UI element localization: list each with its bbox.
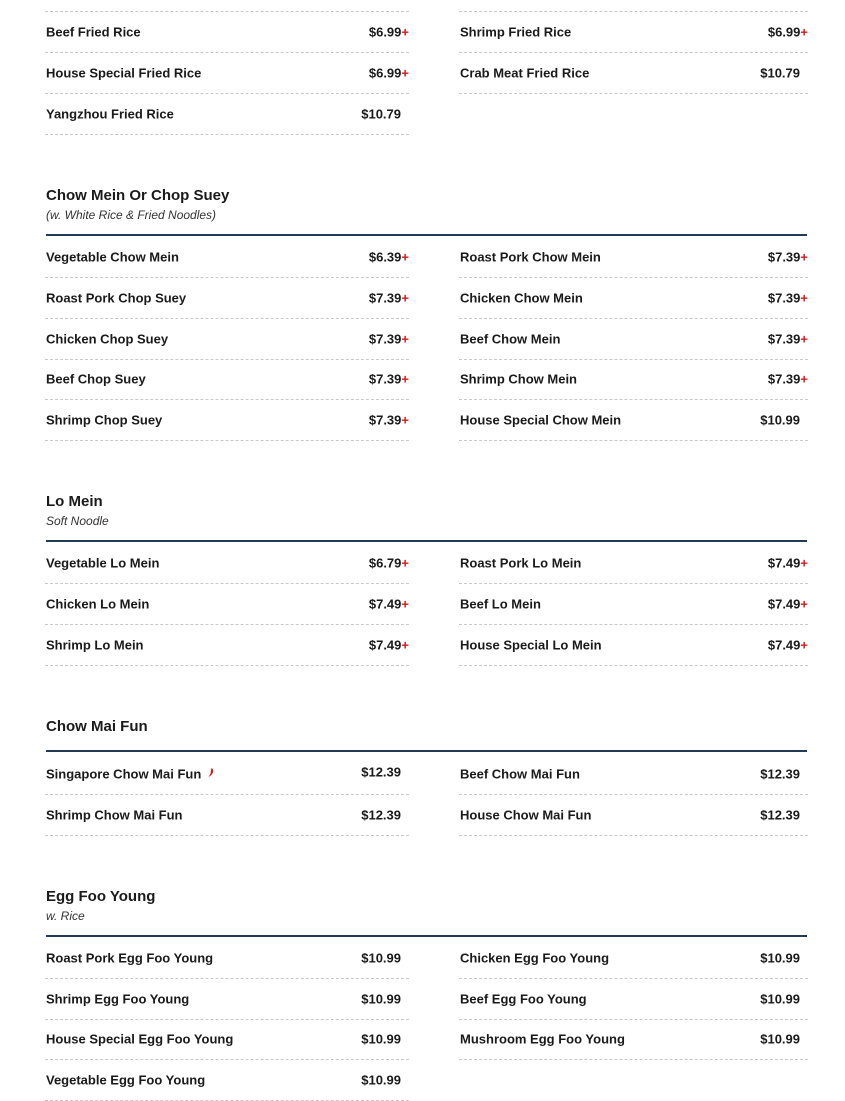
menu-item-name: Beef Lo Mein bbox=[460, 596, 541, 612]
menu-item-name: Vegetable Egg Foo Young bbox=[46, 1072, 206, 1088]
menu-item-name: Roast Pork Egg Foo Young bbox=[46, 950, 214, 966]
menu-item-shrimp-egg-foo-young[interactable] bbox=[45, 979, 409, 1020]
menu-item-price: $7.39+ bbox=[767, 331, 808, 347]
menu-item-price: $10.99 bbox=[760, 412, 800, 428]
options-plus-mark: + bbox=[800, 249, 808, 265]
menu-item-beef-egg-foo-young[interactable] bbox=[459, 979, 808, 1020]
menu-item-price: $7.39+ bbox=[368, 290, 409, 306]
menu-item-name: Shrimp Fried Rice bbox=[460, 24, 572, 40]
menu-item-name: Shrimp Egg Foo Young bbox=[46, 991, 190, 1007]
menu-item-house-chow-mai-fun[interactable] bbox=[459, 795, 808, 836]
section-subtitle-chow-mein: (w. White Rice & Fried Noodles) bbox=[46, 208, 217, 222]
menu-item-name: Yangzhou Fried Rice bbox=[46, 106, 174, 122]
menu-item-shrimp-lo-mein[interactable] bbox=[45, 625, 409, 666]
menu-item-price: $12.39 bbox=[760, 807, 800, 823]
menu-item-price: $6.79+ bbox=[368, 555, 409, 571]
menu-item-name: Singapore Chow Mai Fun bbox=[46, 767, 215, 782]
section-title-egg-foo-young: Egg Foo Young bbox=[46, 888, 156, 905]
menu-item-vegetable-lo-mein[interactable] bbox=[45, 543, 409, 584]
options-plus-mark: + bbox=[800, 290, 808, 306]
menu-item-house-special-fried-rice[interactable] bbox=[45, 53, 409, 94]
section-subtitle-egg-foo-young: w. Rice bbox=[46, 909, 85, 923]
menu-item-shrimp-chow-mein[interactable] bbox=[459, 359, 808, 400]
options-plus-mark: + bbox=[800, 331, 808, 347]
menu-item-beef-chow-mein[interactable] bbox=[459, 319, 808, 360]
menu-item-price: $6.99+ bbox=[368, 24, 409, 40]
menu-item-chicken-chow-mein[interactable] bbox=[459, 278, 808, 319]
menu-item-price: $6.39+ bbox=[368, 249, 409, 265]
menu-item-yangzhou-fried-rice[interactable] bbox=[45, 94, 409, 135]
menu-item-price: $10.99 bbox=[760, 1031, 800, 1047]
menu-item-beef-chop-suey[interactable] bbox=[45, 359, 409, 400]
menu-item-price: $12.39 bbox=[760, 766, 800, 782]
menu-item-name: Roast Pork Chop Suey bbox=[46, 290, 187, 306]
menu-item-name: House Special Lo Mein bbox=[460, 637, 602, 653]
options-plus-mark: + bbox=[401, 555, 409, 571]
menu-item-price: $7.49+ bbox=[767, 637, 808, 653]
options-plus-mark: + bbox=[401, 371, 409, 387]
menu-item-vegetable-chow-mein[interactable] bbox=[45, 237, 409, 278]
menu-item-price: $7.49+ bbox=[767, 555, 808, 571]
menu-item-name: Beef Chow Mein bbox=[460, 331, 561, 347]
menu-item-name: Beef Chow Mai Fun bbox=[460, 766, 580, 782]
menu-item-name: House Special Chow Mein bbox=[460, 412, 622, 428]
menu-item-name: Crab Meat Fried Rice bbox=[460, 65, 590, 81]
menu-item-name: Vegetable Lo Mein bbox=[46, 555, 160, 571]
section-title-lo-mein: Lo Mein bbox=[46, 493, 103, 510]
menu-item-name: Chicken Lo Mein bbox=[46, 596, 150, 612]
menu-item-price: $7.39+ bbox=[368, 331, 409, 347]
options-plus-mark: + bbox=[800, 637, 808, 653]
menu-item-name: Chicken Egg Foo Young bbox=[460, 950, 610, 966]
menu-item-price: $10.79 bbox=[760, 65, 800, 81]
menu-item-singapore-chow-mai-fun[interactable] bbox=[45, 754, 409, 795]
menu-item-price: $10.79 bbox=[361, 106, 401, 122]
menu-item-price: $10.99 bbox=[361, 1031, 401, 1047]
menu-item-price: $6.99+ bbox=[767, 24, 808, 40]
menu-item-price: $7.39+ bbox=[767, 249, 808, 265]
menu-item-price: $7.49+ bbox=[368, 596, 409, 612]
menu-item-roast-pork-chop-suey[interactable] bbox=[45, 278, 409, 319]
menu-item-price: $10.99 bbox=[760, 991, 800, 1007]
menu-item-beef-lo-mein[interactable] bbox=[459, 584, 808, 625]
menu-item-beef-chow-mai-fun[interactable] bbox=[459, 754, 808, 795]
menu-item-price: $10.99 bbox=[361, 991, 401, 1007]
menu-item-price: $10.99 bbox=[361, 950, 401, 966]
options-plus-mark: + bbox=[800, 555, 808, 571]
menu-item-chicken-egg-foo-young[interactable] bbox=[459, 938, 808, 979]
menu-item-mushroom-egg-foo-young[interactable] bbox=[459, 1019, 808, 1060]
menu-item-price: $7.49+ bbox=[767, 596, 808, 612]
section-divider bbox=[46, 540, 807, 542]
section-divider bbox=[46, 234, 807, 236]
options-plus-mark: + bbox=[800, 24, 808, 40]
menu-item-price: $10.99 bbox=[361, 1072, 401, 1088]
menu-item-name: Chicken Chop Suey bbox=[46, 331, 169, 347]
options-plus-mark: + bbox=[401, 412, 409, 428]
menu-item-name: Chicken Chow Mein bbox=[460, 290, 583, 306]
menu-item-crab-meat-fried-rice[interactable] bbox=[459, 53, 808, 94]
menu-item-price: $7.39+ bbox=[767, 371, 808, 387]
options-plus-mark: + bbox=[401, 637, 409, 653]
section-divider bbox=[46, 935, 807, 937]
options-plus-mark: + bbox=[800, 596, 808, 612]
menu-item-name: Vegetable Chow Mein bbox=[46, 249, 179, 265]
menu-item-name: Shrimp Chop Suey bbox=[46, 412, 163, 428]
menu-item-price: $12.39 bbox=[361, 807, 401, 823]
menu-item-house-special-egg-foo-young[interactable] bbox=[45, 1019, 409, 1060]
menu-item-name: Roast Pork Lo Mein bbox=[460, 555, 582, 571]
menu-item-house-special-chow-mein[interactable] bbox=[459, 400, 808, 441]
menu-item-name: Beef Chop Suey bbox=[46, 371, 146, 387]
menu-item-roast-pork-egg-foo-young[interactable] bbox=[45, 938, 409, 979]
options-plus-mark: + bbox=[401, 65, 409, 81]
menu-item-name: Roast Pork Chow Mein bbox=[460, 249, 601, 265]
menu-item-name: Beef Fried Rice bbox=[46, 24, 141, 40]
menu-item-price: $12.39 bbox=[361, 764, 401, 780]
menu-item-chicken-chop-suey[interactable] bbox=[45, 319, 409, 360]
menu-item-name: House Special Egg Foo Young bbox=[46, 1031, 234, 1047]
menu-item-price: $7.49+ bbox=[368, 637, 409, 653]
options-plus-mark: + bbox=[401, 596, 409, 612]
menu-item-name: Shrimp Chow Mein bbox=[460, 371, 577, 387]
menu-item-shrimp-chow-mai-fun[interactable] bbox=[45, 795, 409, 836]
menu-item-chicken-lo-mein[interactable] bbox=[45, 584, 409, 625]
section-title-chow-mai-fun: Chow Mai Fun bbox=[46, 718, 148, 735]
menu-item-beef-fried-rice[interactable] bbox=[45, 12, 409, 53]
options-plus-mark: + bbox=[401, 249, 409, 265]
menu-item-price: $6.99+ bbox=[368, 65, 409, 81]
options-plus-mark: + bbox=[401, 331, 409, 347]
menu-item-roast-pork-lo-mein[interactable] bbox=[459, 543, 808, 584]
menu-item-price: $7.39+ bbox=[368, 412, 409, 428]
section-title-chow-mein: Chow Mein Or Chop Suey bbox=[46, 187, 230, 204]
menu-item-name: House Special Fried Rice bbox=[46, 65, 202, 81]
menu-item-name: Shrimp Chow Mai Fun bbox=[46, 807, 183, 823]
menu-item-shrimp-fried-rice[interactable] bbox=[459, 12, 808, 53]
menu-item-shrimp-chop-suey[interactable] bbox=[45, 400, 409, 441]
hot-pepper-icon bbox=[207, 767, 215, 777]
menu-item-name: Shrimp Lo Mein bbox=[46, 637, 144, 653]
menu-item-name: Beef Egg Foo Young bbox=[460, 991, 587, 1007]
options-plus-mark: + bbox=[401, 24, 409, 40]
section-subtitle-lo-mein: Soft Noodle bbox=[46, 514, 109, 528]
menu-item-name: Mushroom Egg Foo Young bbox=[460, 1031, 625, 1047]
menu-item-price: $10.99 bbox=[760, 950, 800, 966]
menu-item-house-special-lo-mein[interactable] bbox=[459, 625, 808, 666]
menu-item-roast-pork-chow-mein[interactable] bbox=[459, 237, 808, 278]
menu-item-name: House Chow Mai Fun bbox=[460, 807, 592, 823]
menu-item-price: $7.39+ bbox=[368, 371, 409, 387]
menu-item-vegetable-egg-foo-young[interactable] bbox=[45, 1060, 409, 1101]
options-plus-mark: + bbox=[800, 371, 808, 387]
options-plus-mark: + bbox=[401, 290, 409, 306]
menu-item-price: $7.39+ bbox=[767, 290, 808, 306]
section-divider bbox=[46, 750, 807, 752]
